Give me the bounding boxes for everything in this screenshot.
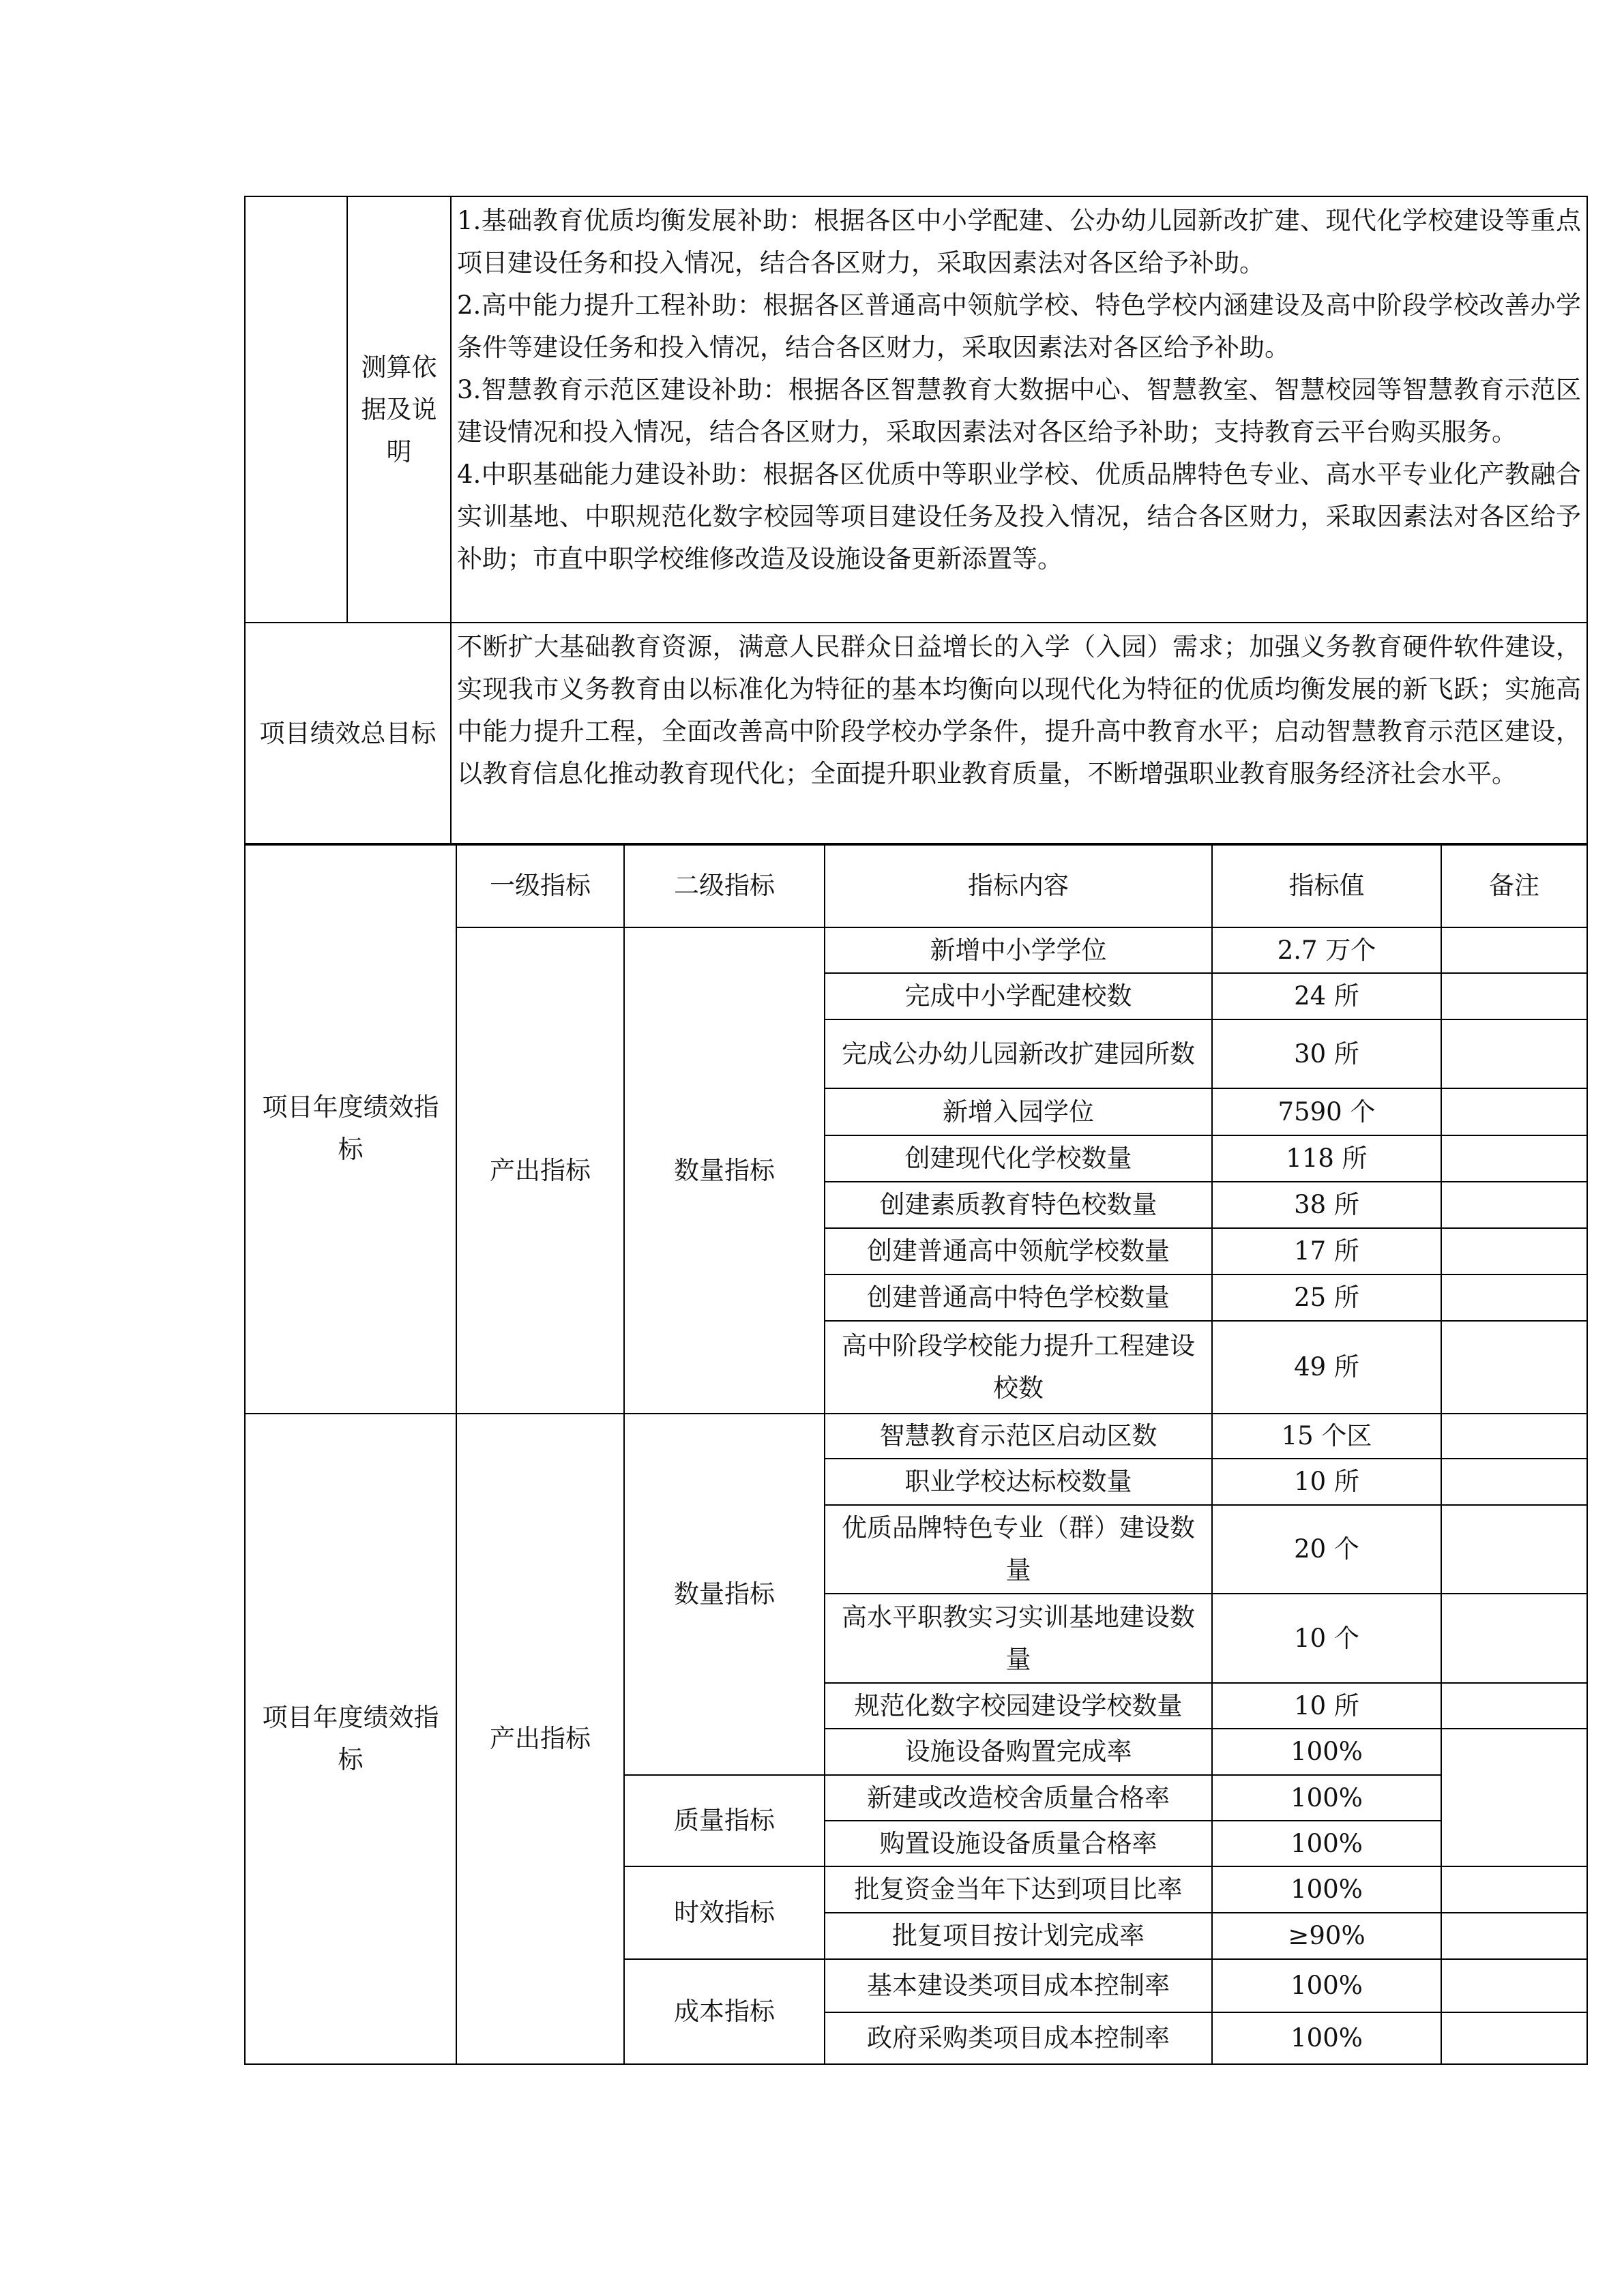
indicator-value: 49 所	[1212, 1321, 1441, 1414]
indicator-content: 设施设备购置完成率	[825, 1729, 1212, 1775]
indicator-value: 24 所	[1212, 973, 1441, 1019]
basis-item: 4.中职基础能力建设补助：根据各区优质中等职业学校、优质品牌特色专业、高水平专业化产教融合实训基地、中职规范化数字校园等项目建设任务及投入情况，结合各区财力，采取因素法对各区给予补助；市直中职学校维修改造及设施设备更新添置等。	[457, 460, 1581, 573]
remark-cell	[1441, 2012, 1587, 2064]
remark-cell	[1441, 1321, 1587, 1414]
indicator-content: 完成中小学配建校数	[825, 973, 1212, 1019]
indicator-value: 100%	[1212, 1821, 1441, 1866]
indicator-value: 38 所	[1212, 1182, 1441, 1228]
remark-cell	[1441, 1228, 1587, 1274]
indicator-table-2	[244, 1413, 1588, 2065]
basis-label-cell	[347, 196, 451, 623]
header-value: 指标值	[1212, 844, 1441, 927]
indicator-content: 批复项目按计划完成率	[825, 1913, 1212, 1959]
section-label-cell	[245, 1414, 456, 2064]
indicator-content: 基本建设类项目成本控制率	[825, 1959, 1212, 2012]
indicator-value: 100%	[1212, 2012, 1441, 2064]
indicator-value: 100%	[1212, 1866, 1441, 1913]
indicator-value: 20 个	[1212, 1505, 1441, 1594]
basis-item: 1.基础教育优质均衡发展补助：根据各区中小学配建、公办幼儿园新改扩建、现代化学校建设等重点项目建设任务和投入情况，结合各区财力，采取因素法对各区给予补助。	[457, 206, 1581, 278]
indicator-table-1	[244, 843, 1588, 1414]
remark-cell	[1441, 1505, 1587, 1594]
remark-cell	[1441, 1414, 1587, 1459]
goal-text: 不断扩大基础教育资源，满意人民群众日益增长的入学（入园）需求；加强义务教育硬件软件建设，实现我市义务教育由以标准化为特征的基本均衡向以现代化为特征的优质均衡发展的新飞跃；实施高中能力提升工程，全面改善高中阶段学校办学条件，提升高中教育水平；启动智慧教育示范区建设，以教育信息化推动教育现代化；全面提升职业教育质量，不断增强职业教育服务经济社会水平。	[457, 632, 1581, 788]
indicator-content: 高中阶段学校能力提升工程建设校数	[825, 1321, 1212, 1414]
indicator-content: 创建现代化学校数量	[825, 1135, 1212, 1182]
remark-cell	[1441, 1135, 1587, 1182]
indicator-value: ≥90%	[1212, 1913, 1441, 1959]
remark-cell	[1441, 1866, 1587, 1913]
basis-item: 3.智慧教育示范区建设补助：根据各区智慧教育大数据中心、智慧教室、智慧校园等智慧教育示范区建设情况和投入情况，结合各区财力，采取因素法对各区给予补助；支持教育云平台购买服务。	[457, 375, 1581, 447]
remark-cell	[1441, 1959, 1587, 2012]
indicator-value: 7590 个	[1212, 1088, 1441, 1135]
remark-cell	[1441, 1729, 1587, 1866]
indicator-value: 118 所	[1212, 1135, 1441, 1182]
indicator-content: 政府采购类项目成本控制率	[825, 2012, 1212, 2064]
indicator-content: 职业学校达标校数量	[825, 1459, 1212, 1505]
goal-label: 项目绩效总目标	[259, 719, 437, 748]
basis-label: 测算依据及说明	[361, 352, 437, 466]
indicator-value: 100%	[1212, 1775, 1441, 1821]
indicator-content: 智慧教育示范区启动区数	[825, 1414, 1212, 1459]
indicator-value: 10 所	[1212, 1683, 1441, 1729]
indicator-value: 100%	[1212, 1959, 1441, 2012]
remark-cell	[1441, 1019, 1587, 1088]
remark-cell	[1441, 1182, 1587, 1228]
remark-cell	[1441, 1594, 1587, 1683]
indicator-value: 2.7 万个	[1212, 927, 1441, 973]
indicator-content: 优质品牌特色专业（群）建设数量	[825, 1505, 1212, 1594]
level1-cell: 产出指标	[456, 1414, 624, 2064]
remark-cell	[1441, 927, 1587, 973]
remark-cell	[1441, 1683, 1587, 1729]
indicator-content: 购置设施设备质量合格率	[825, 1821, 1212, 1866]
section-label-cell	[245, 844, 456, 1414]
blank-cell	[245, 196, 347, 623]
indicator-value: 30 所	[1212, 1019, 1441, 1088]
indicator-content: 新增中小学学位	[825, 927, 1212, 973]
table-row	[245, 1414, 1587, 1459]
goal-text-cell	[451, 623, 1587, 845]
header-remark: 备注	[1441, 844, 1587, 927]
level2-cell: 数量指标	[624, 1414, 825, 1775]
section-label: 项目年度绩效指标	[262, 1703, 439, 1774]
indicator-content: 创建普通高中领航学校数量	[825, 1228, 1212, 1274]
remark-cell	[1441, 1459, 1587, 1505]
level2-cell: 成本指标	[624, 1959, 825, 2064]
basis-text-cell	[451, 196, 1587, 623]
goal-label-cell	[245, 623, 451, 845]
indicator-content: 规范化数字校园建设学校数量	[825, 1683, 1212, 1729]
indicator-content: 高水平职教实习实训基地建设数量	[825, 1594, 1212, 1683]
level2-cell: 数量指标	[624, 927, 825, 1414]
indicator-content: 批复资金当年下达到项目比率	[825, 1866, 1212, 1913]
indicator-value: 10 个	[1212, 1594, 1441, 1683]
remark-cell	[1441, 1088, 1587, 1135]
indicator-content: 新增入园学位	[825, 1088, 1212, 1135]
remark-cell	[1441, 1913, 1587, 1959]
indicator-content: 新建或改造校舍质量合格率	[825, 1775, 1212, 1821]
header-level1: 一级指标	[456, 844, 624, 927]
remark-cell	[1441, 1274, 1587, 1321]
basis-goal-table	[244, 196, 1588, 846]
indicator-value: 10 所	[1212, 1459, 1441, 1505]
indicator-content: 创建普通高中特色学校数量	[825, 1274, 1212, 1321]
section-label: 项目年度绩效指标	[262, 1092, 439, 1164]
level2-cell: 质量指标	[624, 1775, 825, 1866]
indicator-content: 创建素质教育特色校数量	[825, 1182, 1212, 1228]
basis-item: 2.高中能力提升工程补助：根据各区普通高中领航学校、特色学校内涵建设及高中阶段学校改善办学条件等建设任务和投入情况，结合各区财力，采取因素法对各区给予补助。	[457, 290, 1581, 362]
level2-cell: 时效指标	[624, 1866, 825, 1959]
indicator-content: 完成公办幼儿园新改扩建园所数	[825, 1019, 1212, 1088]
remark-cell	[1441, 973, 1587, 1019]
header-content: 指标内容	[825, 844, 1212, 927]
level1-cell: 产出指标	[456, 927, 624, 1414]
indicator-value: 25 所	[1212, 1274, 1441, 1321]
indicator-value: 17 所	[1212, 1228, 1441, 1274]
header-level2: 二级指标	[624, 844, 825, 927]
indicator-value: 15 个区	[1212, 1414, 1441, 1459]
indicator-value: 100%	[1212, 1729, 1441, 1775]
